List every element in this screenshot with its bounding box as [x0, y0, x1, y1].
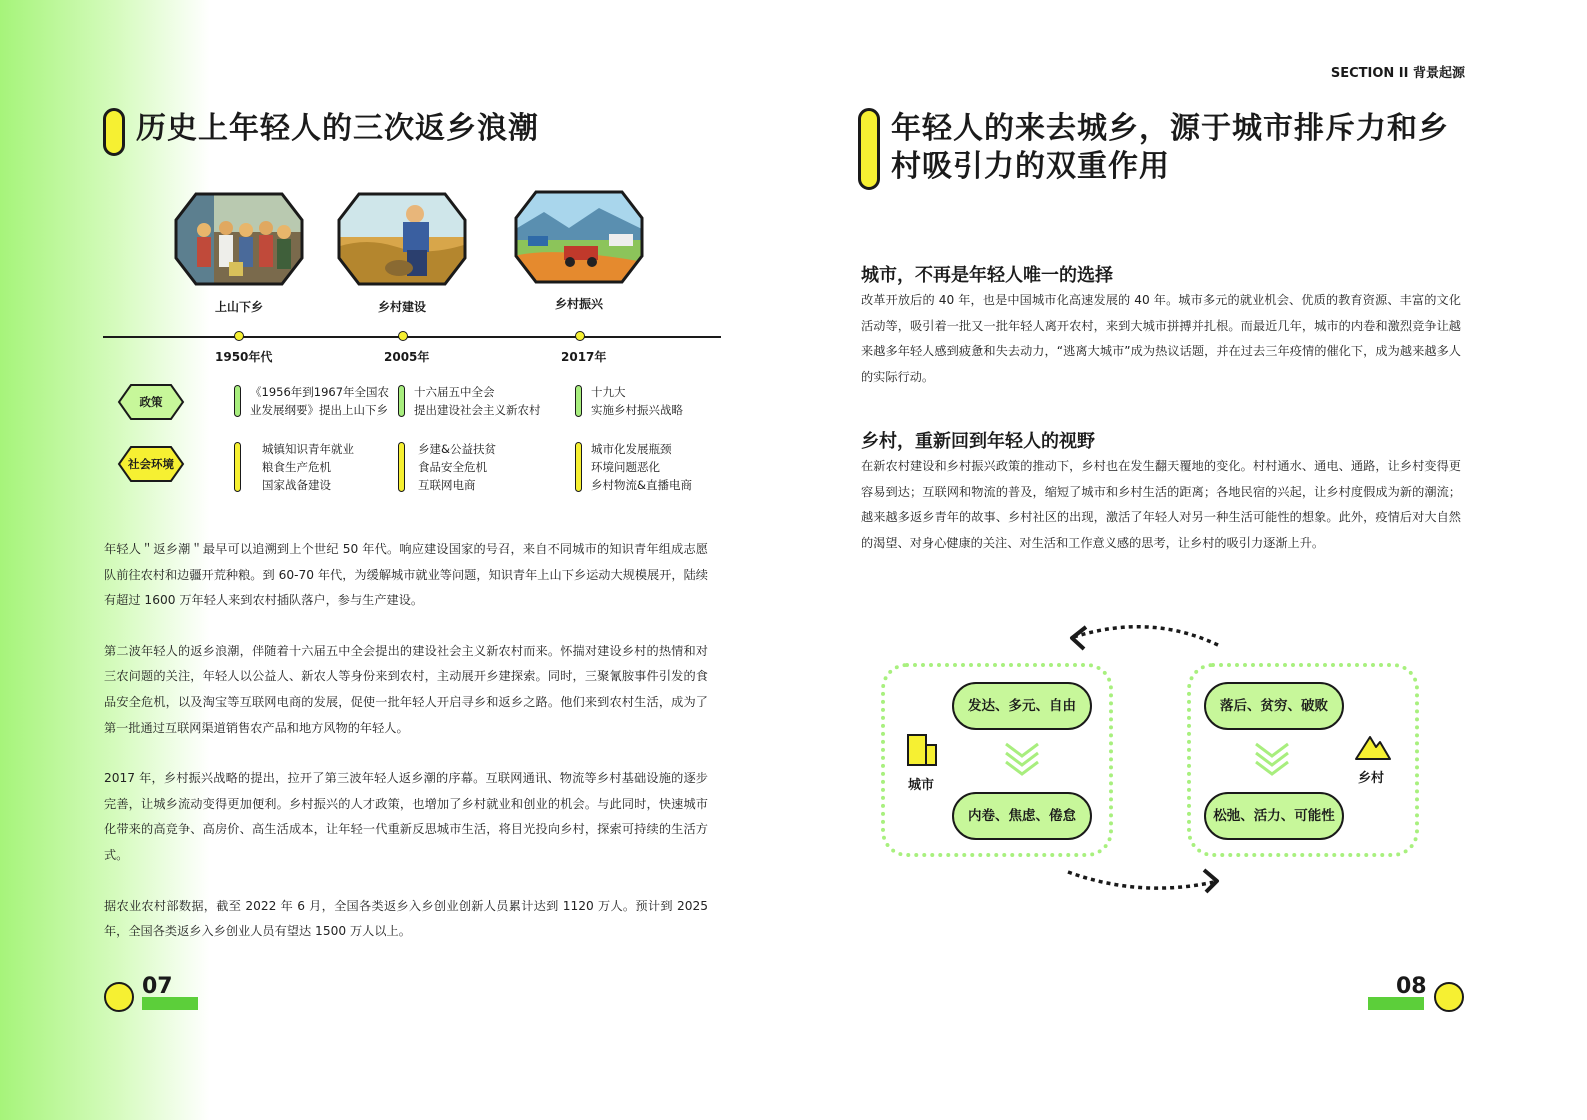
- left-paragraph-4: 据农业农村部数据，截至 2022 年 6 月，全国各类返乡入乡创业创新人员累计达到 1120 万人。预计到 2025 年，全国各类返乡入乡创业人员有望达 1500 万人以上。: [104, 898, 708, 939]
- right-title-line-2: 村吸引力的双重作用: [891, 149, 1170, 184]
- timeline-year-3: 2017年: [561, 350, 607, 364]
- page-number-left: 07: [142, 974, 173, 999]
- era-label-1: 上山下乡: [214, 300, 263, 314]
- tag-social-environment-label: 社会环境: [128, 457, 174, 471]
- social-cell-2: [398, 440, 558, 496]
- page-number-right: 08: [1396, 974, 1427, 999]
- social-cell-1: [234, 440, 394, 496]
- era-illustration-2005: [337, 192, 467, 286]
- social-cell-1-text: 城镇知识青年就业 粮食生产危机 国家战备建设: [262, 442, 354, 492]
- timeline-year-2: 2005年: [384, 350, 430, 364]
- social-cell-3: [575, 440, 735, 496]
- timeline-dot-1: [234, 331, 244, 341]
- city-top-oval: 发达、多元、自由: [952, 682, 1092, 730]
- section1-heading: 城市，不再是年轻人唯一的选择: [861, 265, 1113, 286]
- social-cell-3-text: 城市化发展瓶颈 环境问题恶化 乡村物流&直播电商: [591, 442, 692, 492]
- policy-cell-3: [575, 383, 735, 421]
- village-top-oval: 落后、贫穷、破败: [1204, 682, 1344, 730]
- policy-cell-3-bar: [575, 385, 582, 417]
- section-tag: SECTION II 背景起源: [1330, 66, 1465, 81]
- section2-text: 在新农村建设和乡村振兴政策的推动下，乡村也在发生翻天覆地的变化。村村通水、通电、通路，让乡村变得更容易到达；互联网和物流的普及，缩短了城市和乡村生活的距离；各地民宿的兴起，让乡村度假成为新的潮流；越来越多返乡青年的故事、乡村社区的出现，激活了年轻人对另一种生活可能性的想象。此外，疫情后对大自然的渴望、对身心健康的关注、对生活和工作意义感的思考，让乡村的吸引力逐渐上升。: [861, 459, 1461, 550]
- policy-cell-2-bar: [398, 385, 405, 417]
- social-cell-1-bar: [234, 442, 241, 492]
- page-number-circle-right: [1434, 982, 1464, 1012]
- village-bottom-oval: 松弛、活力、可能性: [1204, 792, 1344, 840]
- policy-cell-1-text: 《1956年到1967年全国农 业发展纲要》提出上山下乡: [250, 385, 390, 417]
- city-building-icon: [906, 733, 938, 767]
- era-illustration-1950: [174, 192, 304, 286]
- village-label: 乡村: [1358, 771, 1385, 786]
- city-label: 城市: [908, 778, 935, 793]
- mountain-icon: [1354, 733, 1392, 761]
- era-label-2: 乡村建设: [377, 300, 426, 314]
- timeline-dot-3: [575, 331, 585, 341]
- arrow-village-to-city: [1060, 615, 1230, 661]
- left-page-title: 历史上年轻人的三次返乡浪潮: [136, 111, 539, 146]
- timeline-dot-2: [398, 331, 408, 341]
- tag-policy: [117, 383, 185, 421]
- social-cell-2-bar: [398, 442, 405, 492]
- policy-cell-1-bar: [234, 385, 241, 417]
- right-title-line-1: 年轻人的来去城乡，源于城市排斥力和乡: [891, 111, 1449, 146]
- tag-social-environment: [117, 445, 185, 483]
- policy-cell-1: [234, 383, 394, 421]
- timeline-year-1: 1950年代: [215, 350, 273, 364]
- page-number-circle-left: [104, 982, 134, 1012]
- left-body-text: [104, 537, 708, 970]
- left-paragraph-1: 年轻人＂返乡潮＂最早可以追溯到上个世纪 50 年代。响应建设国家的号召，来自不同城市的知识青年组成志愿队前往农村和边疆开荒种粮。到 60-70 年代，为缓解城市就业等问题，知识青年上山下乡运动大规模展开，陆续有超过 1600 万年轻人来到农村插队落户，参与生产建设。: [104, 542, 708, 608]
- social-cell-2-text: 乡建&公益扶贫 食品安全危机 互联网电商: [418, 442, 496, 492]
- policy-cell-2: [398, 383, 558, 421]
- tag-policy-label: 政策: [139, 395, 163, 409]
- left-paragraph-3: 2017 年，乡村振兴战略的提出，拉开了第三波年轻人返乡潮的序幕。互联网通讯、物流等乡村基础设施的逐步完善，让城乡流动变得更加便利。乡村振兴的人才政策，也增加了乡村就业和创业的机会。与此同时，快速城市化带来的高竞争、高房价、高生活成本，让年轻一代重新反思城市生活，将目光投向乡村，探索可持续的生活方式。: [104, 771, 708, 862]
- era-illustration-2017: [514, 190, 644, 284]
- city-bottom-oval: 内卷、焦虑、倦怠: [952, 792, 1092, 840]
- arrow-city-to-village: [1060, 862, 1230, 898]
- section1-text: 改革开放后的 40 年，也是中国城市化高速发展的 40 年。城市多元的就业机会、优质的教育资源、丰富的文化活动等，吸引着一批又一批年轻人离开农村，来到大城市拼搏并扎根。而最近几年，城市的内卷和激烈竞争让越来越多年轻人感到疲惫和失去动力，“逃离大城市”成为热议话题，并在过去三年疫情的催化下，成为越来越多人的实际行动。: [861, 293, 1461, 384]
- policy-cell-2-text: 十六届五中全会 提出建设社会主义新农村: [414, 385, 541, 417]
- social-cell-3-bar: [575, 442, 582, 492]
- policy-cell-3-text: 十九大 实施乡村振兴战略: [591, 385, 683, 417]
- era-label-3: 乡村振兴: [554, 297, 603, 311]
- village-chevron-down-icon: [1252, 740, 1292, 778]
- right-page-title: [891, 110, 1471, 186]
- left-paragraph-2: 第二波年轻人的返乡浪潮，伴随着十六届五中全会提出的建设社会主义新农村而来。怀揣对建设乡村的热情和对三农问题的关注，年轻人以公益人、新农人等身份来到农村，主动展开乡建探索。同时，三聚氰胺事件引发的食品安全危机，以及淘宝等互联网电商的发展，促使一批年轻人开启寻乡和返乡之路。他们来到农村生活，成为了第一批通过互联网渠道销售农产品和地方风物的年轻人。: [104, 643, 708, 735]
- title-pill-marker-right: [858, 108, 880, 190]
- timeline-axis: [103, 336, 721, 338]
- city-chevron-down-icon: [1002, 740, 1042, 778]
- section2-heading: 乡村，重新回到年轻人的视野: [861, 431, 1095, 452]
- title-pill-marker: [103, 108, 125, 156]
